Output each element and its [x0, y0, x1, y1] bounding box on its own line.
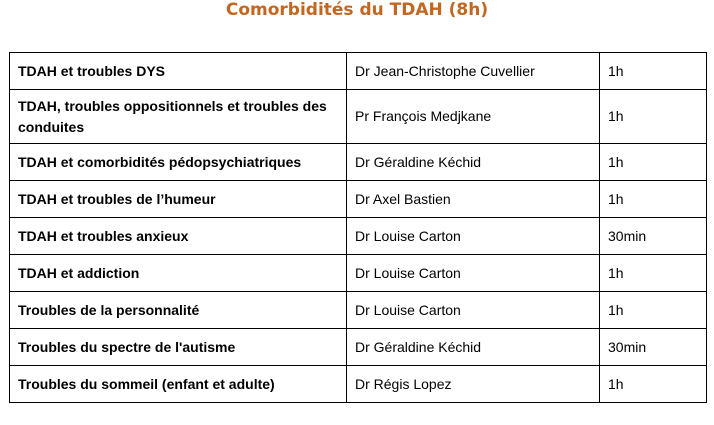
duration-cell: 1h	[600, 366, 707, 403]
program-table	[9, 52, 707, 403]
speaker-cell: Dr Louise Carton	[347, 255, 600, 292]
speaker-cell: Dr Jean-Christophe Cuvellier	[347, 53, 600, 90]
topic-cell: Troubles du sommeil (enfant et adulte)	[10, 366, 347, 403]
document-title: Comorbidités du TDAH (8h)	[225, 0, 489, 20]
speaker-cell: Dr Régis Lopez	[347, 366, 600, 403]
topic-cell: TDAH, troubles oppositionnels et troubles des conduites	[10, 90, 347, 144]
speaker-cell: Pr François Medjkane	[347, 90, 600, 144]
table-row	[10, 218, 707, 255]
speaker-cell: Dr Louise Carton	[347, 292, 600, 329]
duration-cell: 1h	[600, 144, 707, 181]
duration-cell: 1h	[600, 255, 707, 292]
topic-cell: TDAH et troubles anxieux	[10, 218, 347, 255]
table-row	[10, 292, 707, 329]
topic-cell: TDAH et addiction	[10, 255, 347, 292]
table-row	[10, 144, 707, 181]
topic-cell: TDAH et comorbidités pédopsychiatriques	[10, 144, 347, 181]
table-row	[10, 53, 707, 90]
duration-cell: 1h	[600, 292, 707, 329]
duration-cell: 1h	[600, 181, 707, 218]
table-row	[10, 329, 707, 366]
table-row	[10, 255, 707, 292]
speaker-cell: Dr Louise Carton	[347, 218, 600, 255]
speaker-cell: Dr Géraldine Kéchid	[347, 144, 600, 181]
topic-cell: Troubles de la personnalité	[10, 292, 347, 329]
duration-cell: 30min	[600, 218, 707, 255]
speaker-cell: Dr Géraldine Kéchid	[347, 329, 600, 366]
topic-cell: TDAH et troubles de l’humeur	[10, 181, 347, 218]
table-row	[10, 181, 707, 218]
topic-cell: TDAH et troubles DYS	[10, 53, 347, 90]
duration-cell: 1h	[600, 90, 707, 144]
table-row	[10, 90, 707, 144]
speaker-cell: Dr Axel Bastien	[347, 181, 600, 218]
duration-cell: 30min	[600, 329, 707, 366]
topic-cell: Troubles du spectre de l'autisme	[10, 329, 347, 366]
duration-cell: 1h	[600, 53, 707, 90]
table-row	[10, 366, 707, 403]
